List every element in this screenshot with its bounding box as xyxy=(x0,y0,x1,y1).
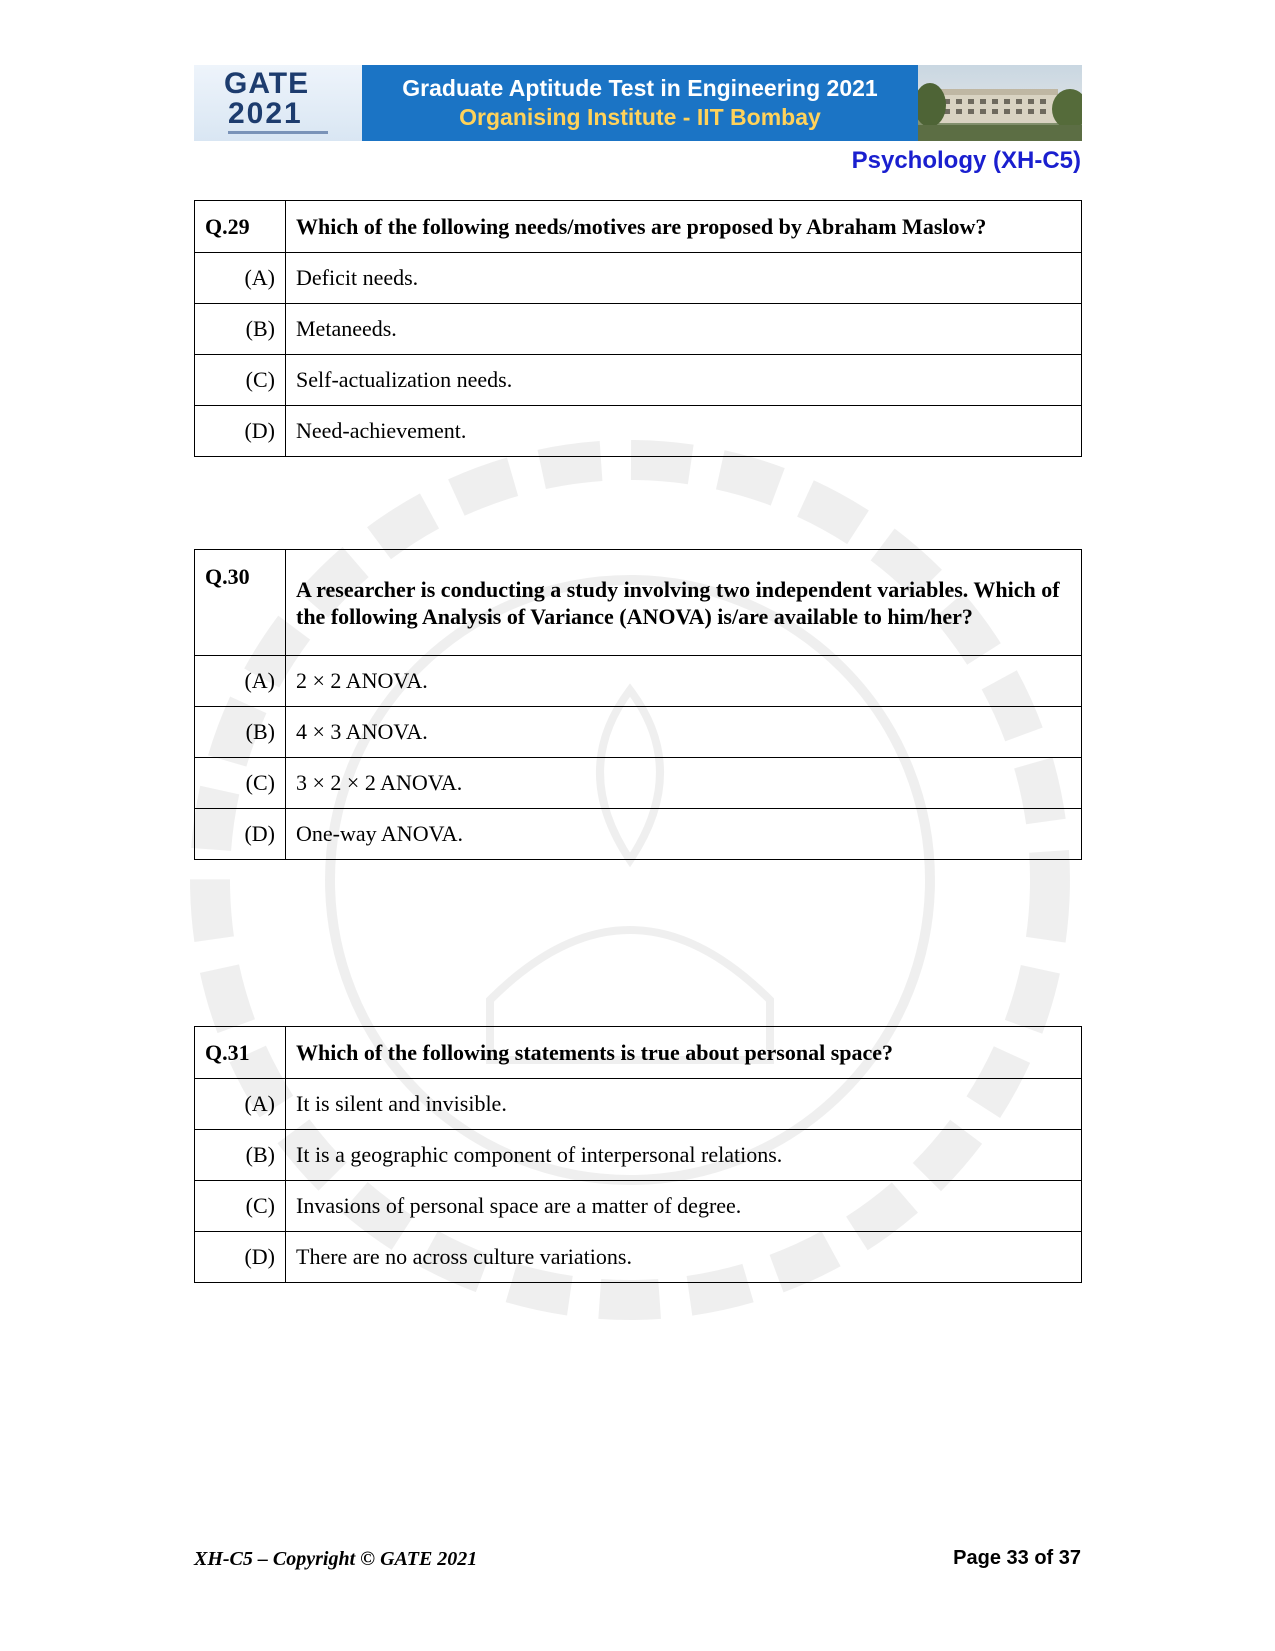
option-text: One-way ANOVA. xyxy=(286,809,1082,860)
option-text: It is silent and invisible. xyxy=(286,1079,1082,1130)
logo-tagline-bar xyxy=(228,131,328,134)
option-label: (A) xyxy=(195,253,286,304)
option-label: (B) xyxy=(195,304,286,355)
option-text: 2 × 2 ANOVA. xyxy=(286,656,1082,707)
option-text: Invasions of personal space are a matter of degree. xyxy=(286,1181,1082,1232)
option-label: (C) xyxy=(195,758,286,809)
page-header xyxy=(194,65,1082,141)
option-label: (B) xyxy=(195,707,286,758)
banner-title: Graduate Aptitude Test in Engineering 2021 xyxy=(402,75,878,101)
question-number: Q.29 xyxy=(195,201,286,253)
option-text: Self-actualization needs. xyxy=(286,355,1082,406)
option-text: Need-achievement. xyxy=(286,406,1082,457)
question-stem: A researcher is conducting a study involving two independent variables. Which of the following Analysis of Variance (ANOVA) is/are available to him/her? xyxy=(286,550,1082,656)
option-text: It is a geographic component of interpersonal relations. xyxy=(286,1130,1082,1181)
option-label: (A) xyxy=(195,1079,286,1130)
option-label: (D) xyxy=(195,809,286,860)
question-number: Q.30 xyxy=(195,550,286,656)
option-text: Metaneeds. xyxy=(286,304,1082,355)
question-table-30 xyxy=(194,549,1082,860)
question-number: Q.31 xyxy=(195,1027,286,1079)
option-text: 3 × 2 × 2 ANOVA. xyxy=(286,758,1082,809)
option-label: (D) xyxy=(195,406,286,457)
option-label: (B) xyxy=(195,1130,286,1181)
footer-page-number: Page 33 of 37 xyxy=(953,1547,1081,1569)
option-label: (C) xyxy=(195,355,286,406)
subject-title: Psychology (XH-C5) xyxy=(851,147,1081,174)
campus-photo xyxy=(918,65,1082,141)
question-table-29 xyxy=(194,200,1082,457)
question-table-31 xyxy=(194,1026,1082,1283)
gate-logo xyxy=(194,65,362,141)
option-label: (A) xyxy=(195,656,286,707)
option-text: Deficit needs. xyxy=(286,253,1082,304)
header-banner xyxy=(362,65,918,141)
question-stem: Which of the following needs/motives are proposed by Abraham Maslow? xyxy=(286,201,1082,253)
logo-word: GATE xyxy=(224,67,310,100)
option-label: (D) xyxy=(195,1232,286,1283)
option-text: There are no across culture variations. xyxy=(286,1232,1082,1283)
question-stem: Which of the following statements is true about personal space? xyxy=(286,1027,1082,1079)
footer-copyright: XH-C5 – Copyright © GATE 2021 xyxy=(194,1548,478,1570)
logo-year: 2021 xyxy=(228,97,303,130)
option-text: 4 × 3 ANOVA. xyxy=(286,707,1082,758)
banner-subtitle: Organising Institute - IIT Bombay xyxy=(459,104,821,130)
option-label: (C) xyxy=(195,1181,286,1232)
